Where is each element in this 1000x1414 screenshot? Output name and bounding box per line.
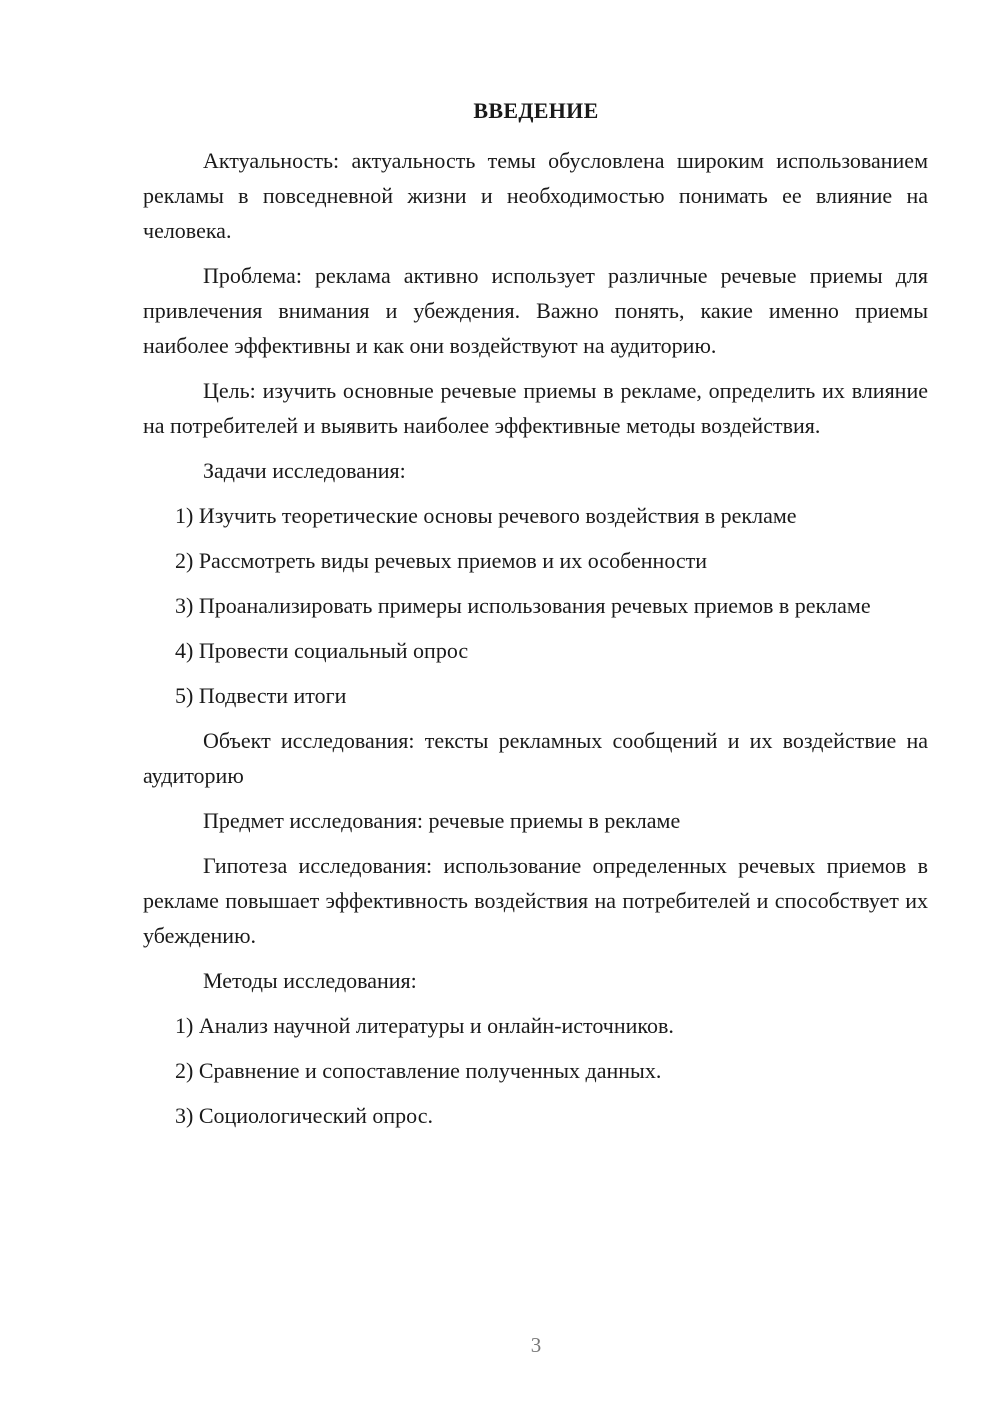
method-item: 1) Анализ научной литературы и онлайн-источников. [175,1013,674,1038]
tasks-heading: Задачи исследования: [203,458,406,483]
paragraph-goal: Цель: изучить основные речевые приемы в рекламе, определить их влияние на потребителей и выявить наиболее эффективные методы воздействия. [143,378,928,438]
page-title: ВВЕДЕНИЕ [473,98,599,123]
task-item: 5) Подвести итоги [175,683,347,708]
paragraph-relevance: Актуальность: актуальность темы обусловлена широким использованием рекламы в повседневной жизни и необходимостью понимать ее влияние на человека. [143,148,928,243]
paragraph-subject: Предмет исследования: речевые приемы в рекламе [203,808,681,833]
paragraph-hypothesis: Гипотеза исследования: использование определенных речевых приемов в рекламе повышает эффективность воздействия на потребителей и способствует их убеждению. [143,853,928,948]
paragraph-object: Объект исследования: тексты рекламных сообщений и их воздействие на аудиторию [143,728,928,788]
document-body [143,143,928,1143]
task-item: 2) Рассмотреть виды речевых приемов и их особенности [175,548,708,573]
method-item: 2) Сравнение и сопоставление полученных данных. [175,1058,662,1083]
task-item: 4) Провести социальный опрос [175,638,469,663]
method-item: 3) Социологический опрос. [175,1103,433,1128]
task-item: 3) Проанализировать примеры использования речевых приемов в рекламе [175,593,871,618]
task-item: 1) Изучить теоретические основы речевого воздействия в рекламе [175,503,797,528]
methods-heading: Методы исследования: [203,968,417,993]
page-number: 3 [530,1333,542,1357]
paragraph-problem: Проблема: реклама активно использует различные речевые приемы для привлечения внимания и убеждения. Важно понять, какие именно приемы наиболее эффективны и как они воздействуют на аудиторию. [143,263,928,358]
